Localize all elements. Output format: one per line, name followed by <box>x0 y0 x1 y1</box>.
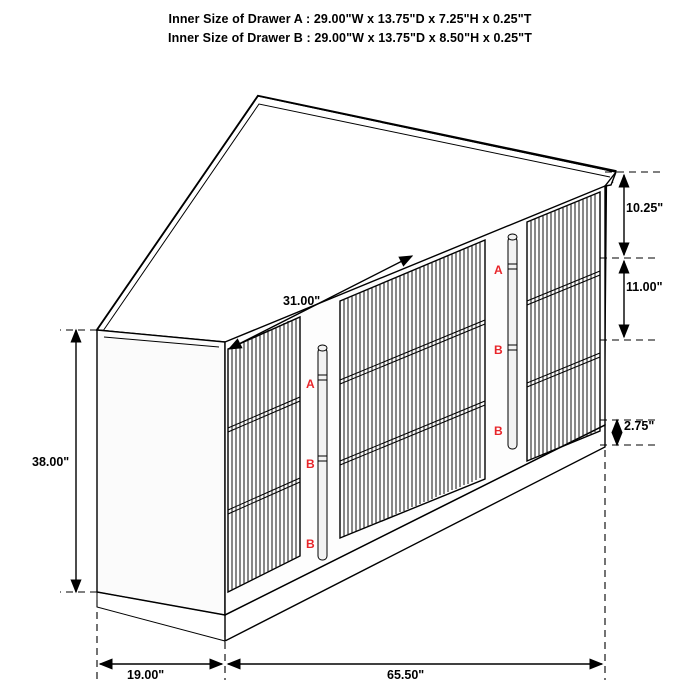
dim-19-label: 19.00" <box>127 668 165 682</box>
dimension-height <box>32 330 97 592</box>
drawer-b-inner-size: Inner Size of Drawer B : 29.00"W x 13.75"D x 8.50"H x 0.25"T <box>168 31 532 45</box>
label-drawer-b-left-mid: B <box>306 457 315 471</box>
handle-left[interactable] <box>318 345 327 560</box>
dim-38-label: 38.00" <box>32 455 70 469</box>
drawer-a-inner-size: Inner Size of Drawer A : 29.00"W x 13.75"D x 7.25"H x 0.25"T <box>168 12 532 26</box>
label-drawer-b-right-mid: B <box>494 343 503 357</box>
label-drawer-b-left-bottom: B <box>306 537 315 551</box>
dim-31-label: 31.00" <box>283 294 321 308</box>
dim-1100-label: 11.00" <box>626 280 663 294</box>
dimension-right-sections <box>600 172 663 445</box>
handle-right[interactable] <box>508 234 517 449</box>
label-drawer-a-right: A <box>494 263 503 277</box>
cabinet-left-side <box>97 330 225 615</box>
dim-6550-label: 65.50" <box>387 668 425 682</box>
dim-275-label: 2.75" <box>624 419 655 433</box>
dim-1025-label: 10.25" <box>626 201 664 215</box>
label-drawer-a-left: A <box>306 377 315 391</box>
label-drawer-b-right-bottom: B <box>494 424 503 438</box>
